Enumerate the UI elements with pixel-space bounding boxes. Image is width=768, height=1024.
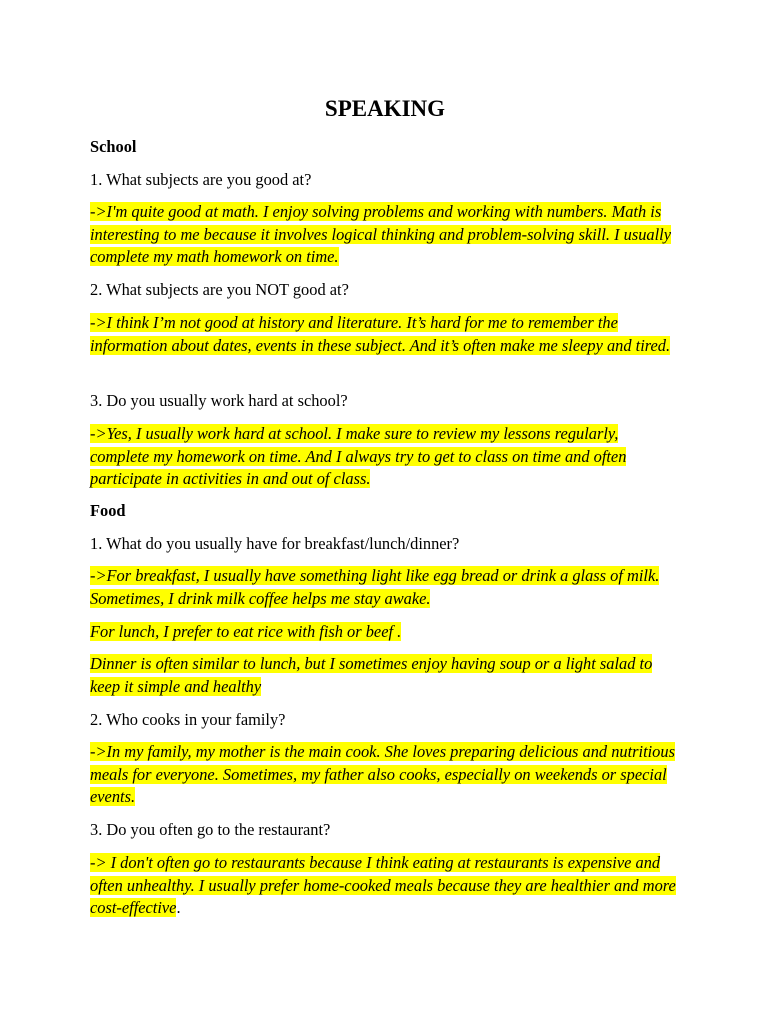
answer-school-1 (90, 201, 680, 269)
section-heading-school: School (90, 137, 137, 156)
question-food-3: 3. Do you often go to the restaurant? (90, 820, 331, 839)
highlighted-answer: -> I don't often go to restaurants because I think eating at restaurants is expensive and often unhealthy. I usually prefer home-cooked meals because they are healthier and more cost-effective (90, 853, 676, 917)
highlighted-answer: For lunch, I prefer to eat rice with fish or beef . (90, 622, 402, 641)
answer-food-2 (90, 741, 680, 809)
answer-school-2 (90, 312, 680, 357)
question-food-1: 1. What do you usually have for breakfast/lunch/dinner? (90, 534, 460, 553)
highlighted-answer: ->In my family, my mother is the main cook. She loves preparing delicious and nutritious meals for everyone. Sometimes, my father also cooks, especially on weekends or special events. (90, 742, 675, 806)
answer-school-3 (90, 423, 680, 491)
question-school-2: 2. What subjects are you NOT good at? (90, 280, 349, 299)
highlighted-answer: ->I think I’m not good at history and literature. It’s hard for me to remember the information about dates, events in these subject. And it’s often make me sleepy and tired. (90, 313, 671, 355)
highlighted-answer: ->For breakfast, I usually have something light like egg bread or drink a glass of milk. Sometimes, I drink milk coffee helps me stay awake. (90, 566, 660, 608)
section-heading-food: Food (90, 501, 126, 520)
answer-food-1-dinner (90, 653, 680, 698)
answer-food-1-lunch (90, 621, 680, 644)
question-school-3: 3. Do you usually work hard at school? (90, 391, 348, 410)
document-title: SPEAKING (324, 96, 446, 121)
highlighted-answer: ->Yes, I usually work hard at school. I make sure to review my lessons regularly, complete my homework on time. And I always try to get to class on time and often participate in activities in and out of class. (90, 424, 627, 488)
answer-food-3 (90, 852, 680, 920)
question-school-1: 1. What subjects are you good at? (90, 170, 312, 189)
question-food-2: 2. Who cooks in your family? (90, 710, 286, 729)
trailing-period: . (176, 898, 181, 917)
answer-food-1-breakfast (90, 565, 680, 610)
highlighted-answer: Dinner is often similar to lunch, but I sometimes enjoy having soup or a light salad to keep it simple and healthy (90, 654, 653, 696)
highlighted-answer: ->I'm quite good at math. I enjoy solving problems and working with numbers. Math is interesting to me because it involves logical thinking and problem-solving skill. I usually complete my math homework on time. (90, 202, 672, 266)
